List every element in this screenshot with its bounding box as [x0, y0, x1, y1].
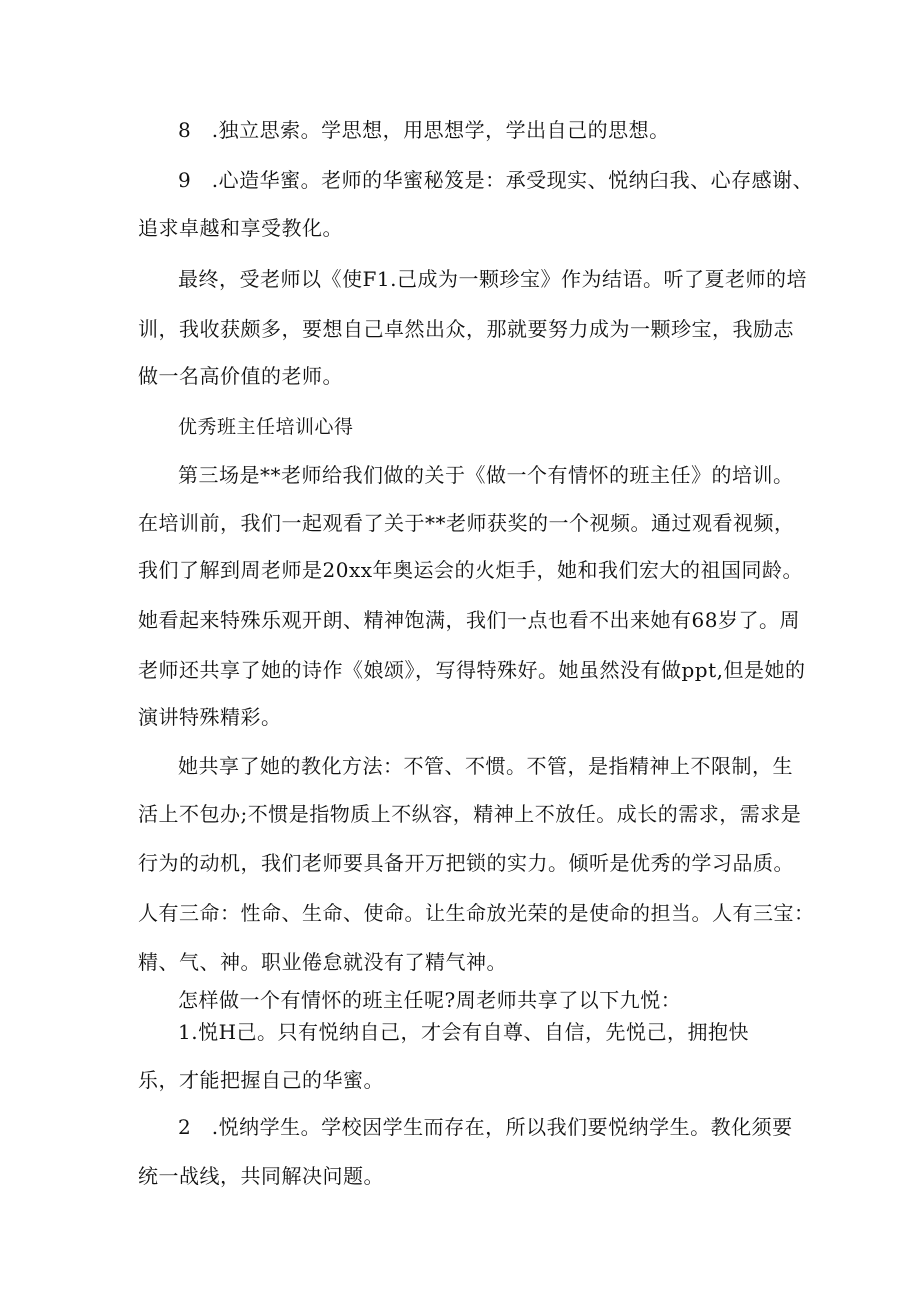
paragraph-question: 怎样做一个有情怀的班主任呢?周老师共享了以下九悦： [178, 988, 682, 1012]
text-line: 统一战线，共同解决问题。 [138, 1164, 384, 1188]
text-line: 精、气、神。职业倦怠就没有了精气神。 [138, 950, 507, 974]
text-line: 我们了解到周老师是20xx年奥运会的火炬手，她和我们宏大的祖国同龄。 [138, 558, 804, 582]
text-line: 人有三命：性命、生命、使命。让生命放光荣的是使命的担当。人有三宝： [138, 901, 815, 925]
text-line: 做一名高价值的老师。 [138, 364, 343, 388]
text-line: 行为的动机，我们老师要具备开万把锁的实力。倾听是优秀的学习品质。 [138, 851, 794, 875]
text-line: 在培训前，我们一起观看了关于**老师获奖的一个视频。通过观看视频， [138, 511, 795, 535]
text-line: 演讲特殊精彩。 [138, 705, 282, 729]
text-line: 乐，才能把握自己的华蜜。 [138, 1068, 384, 1092]
text-line: 她看起来特殊乐观开朗、精神饱满，我们一点也看不出来她有68岁了。周 [138, 608, 800, 632]
text-line: 训，我收获颇多，要想自己卓然出众，那就要努力成为一颗珍宝，我励志 [138, 317, 794, 341]
list-item-2: 2 .悦纳学生。学校因学生而存在，所以我们要悦纳学生。教化须要 [178, 1115, 793, 1139]
list-item-1: 1.悦H己。只有悦纳自己，才会有自尊、自信，先悦己，拥抱快 [178, 1020, 750, 1044]
text-line: 老师还共享了她的诗作《娘颂》，写得特殊好。她虽然没有做ppt,但是她的 [138, 658, 806, 682]
section-heading: 优秀班主任培训心得 [178, 416, 354, 438]
text-line: 追求卓越和享受教化。 [138, 216, 343, 240]
paragraph-methods: 她共享了她的教化方法：不管、不惯。不管，是指精神上不限制，生 [178, 754, 793, 778]
text-line: 活上不包办;不惯是指物质上不纵容，精神上不放任。成长的需求，需求是 [138, 802, 802, 826]
paragraph-third-session: 第三场是**老师给我们做的关于《做一个有情怀的班主任》的培训。 [178, 463, 794, 487]
list-item-8: 8 .独立思索。学思想，用思想学，学出自己的思想。 [178, 118, 670, 142]
paragraph-conclusion: 最终，受老师以《使F1.己成为一颗珍宝》作为结语。听了夏老师的培 [178, 267, 807, 291]
list-item-9: 9 .心造华蜜。老师的华蜜秘笈是：承受现实、悦纳臼我、心存感谢、 [178, 168, 814, 192]
